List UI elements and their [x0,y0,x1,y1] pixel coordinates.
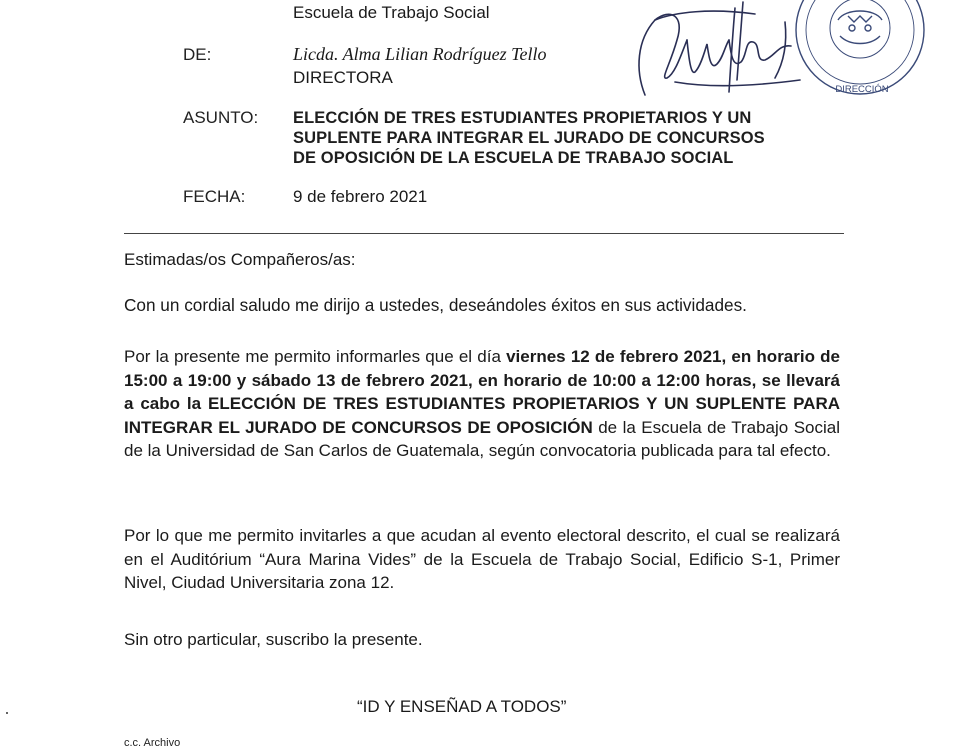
from-title: DIRECTORA [293,68,393,87]
paragraph-3: Por lo que me permito invitarles a que acudan al evento electoral descrito, el cual se realizará en el Auditórium “Aura Marina Vides” de la Escuela de Trabajo Social, Edificio S-1, Primer Nivel, Ciudad Universitaria zona 12. [124,526,840,592]
p2-bold: viernes 12 de febrero 2021, en horario de 15:00 a 19:00 y sábado 13 de febrero 2021, en horario de 10:00 a 12:00 horas, se llevará a cabo la ELECCIÓN DE TRES ESTUDIANTES PROPIETARIOS Y UN SUPLENTE PARA INTEGRAR EL JURADO DE CONCURSOS DE OPOSICIÓN [124,347,841,437]
paragraph-1: Con un cordial saludo me dirijo a ustedes, deseándoles éxitos en sus actividades. [124,295,747,315]
date-label: FECHA: [183,187,246,206]
motto: “ID Y ENSEÑAD A TODOS” [357,697,567,716]
cc-line: c.c. Archivo [124,737,181,749]
seal-text: DIRECCIÓN [835,84,889,95]
date-value: 9 de febrero 2021 [293,187,428,206]
header-divider [124,233,844,234]
closing-line: Sin otro particular, suscribo la presente. [124,630,423,649]
subject-text [293,108,765,168]
p2-end: de la Escuela de Trabajo Social de la Universidad de San Carlos de Guatemala, según convocatoria publicada para tal efecto. [124,417,840,460]
subject-line-3: DE OPOSICIÓN DE LA ESCUELA DE TRABAJO SOCIAL [293,149,734,167]
seal-stamp [790,0,930,100]
subject-line-1: ELECCIÓN DE TRES ESTUDIANTES PROPIETARIOS Y UN [293,109,752,127]
paragraph-2 [124,345,840,463]
from-name: Licda. Alma Lilian Rodríguez Tello [293,44,547,64]
scan-speck [6,712,8,714]
subject-label: ASUNTO: [183,108,259,127]
from-label: DE: [183,45,212,64]
subject-line-2: SUPLENTE PARA INTEGRAR EL JURADO DE CONCURSOS [293,129,765,147]
signature-image [615,0,815,110]
greeting: Estimadas/os Compañeros/as: [124,250,356,269]
p2-intro: Por la presente me permito informarles que el día [124,347,507,366]
recipient-line: Escuela de Trabajo Social [293,3,490,22]
